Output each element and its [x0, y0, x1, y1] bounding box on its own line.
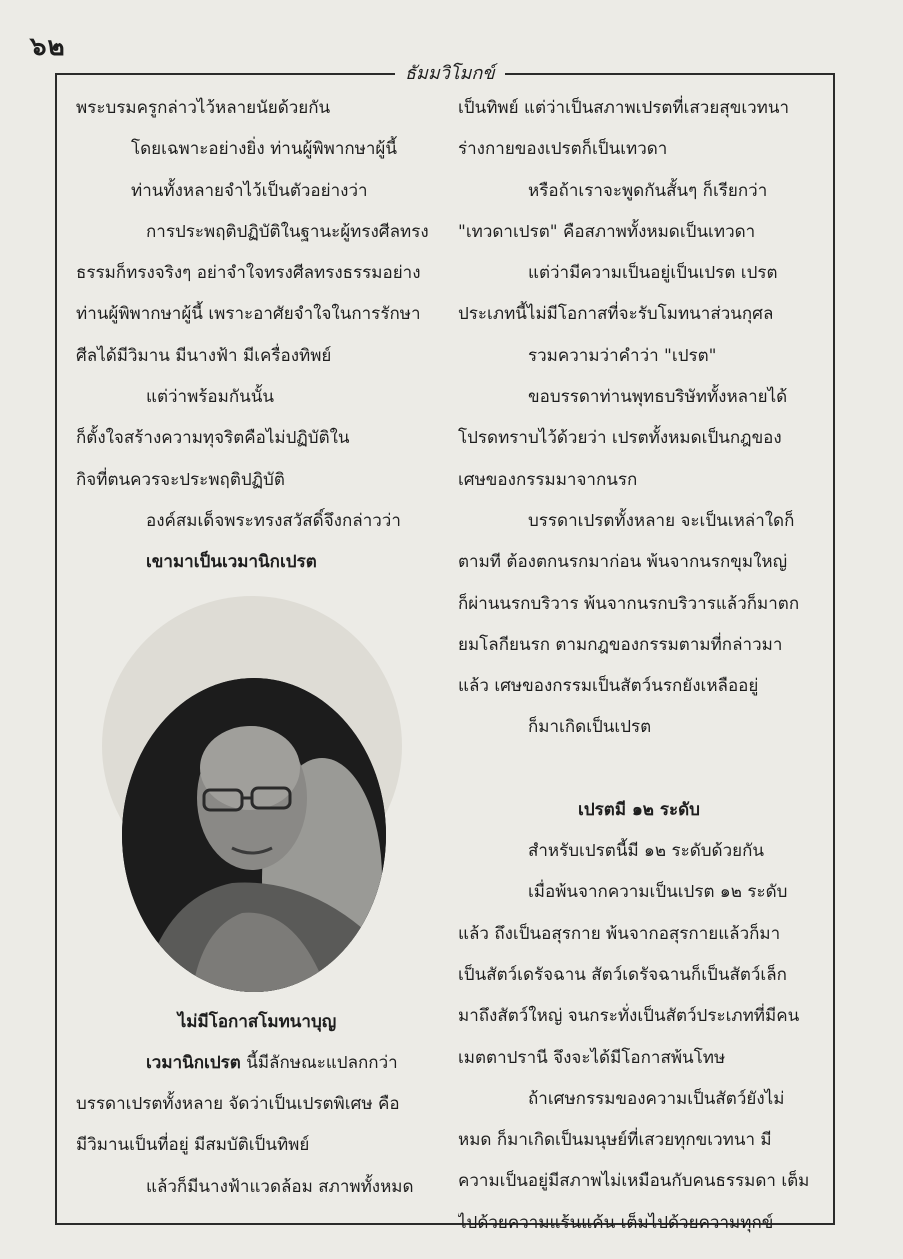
text-line: มีวิมานเป็นที่อยู่ มีสมบัติเป็นทิพย์ [76, 1135, 310, 1156]
text-line: มาถึงสัตว์ใหญ่ จนกระทั่งเป็นสัตว์ประเภทที่มีคน [458, 1006, 800, 1027]
text-line: ท่านทั้งหลายจำไว้เป็นตัวอย่างว่า [131, 180, 368, 201]
spacer [458, 749, 820, 790]
text-line: โดยเฉพาะอย่างยิ่ง ท่านผู้พิพากษาผู้นี้ [131, 139, 398, 160]
text-line: เป็นสัตว์เดรัจฉาน สัตว์เดรัจฉานก็เป็นสัตว์เล็ก [458, 964, 787, 985]
text-line: บรรดาเปรตทั้งหลาย จะเป็นเหล่าใดก็ [528, 510, 795, 531]
text-line: ประเภทนี้ไม่มีโอกาสที่จะรับโมทนาส่วนกุศล [458, 304, 774, 325]
text-line: ก็ตั้งใจสร้างความทุจริตคือไม่ปฏิบัติใน [76, 428, 350, 449]
text-line: ก็มาเกิดเป็นเปรต [528, 717, 652, 738]
text-line: แต่ว่าพร้อมกันนั้น [146, 387, 274, 408]
subheading: เปรตมี ๑๒ ระดับ [578, 799, 700, 820]
text-line: สำหรับเปรตนี้มี ๑๒ ระดับด้วยกัน [528, 841, 765, 862]
text-line: ก็ผ่านนรกบริวาร พ้นจากนรกบริวารแล้วก็มาตก [458, 593, 800, 614]
text-line: แล้ว ถึงเป็นอสุรกาย พ้นจากอสุรกายแล้วก็มา [458, 923, 781, 944]
text-line: รวมความว่าคำว่า "เปรต" [528, 345, 717, 366]
text-line: การประพฤติปฏิบัติในฐานะผู้ทรงศีลทรง [146, 221, 429, 242]
text-line: เศษของกรรมมาจากนรก [458, 469, 638, 490]
text-line: "เทวดาเปรต" คือสภาพทั้งหมดเป็นเทวดา [458, 221, 756, 242]
text-line: ยมโลกียนรก ตามกฎของกรรมตามที่กล่าวมา [458, 634, 783, 655]
text-line: ขอบรรดาท่านพุทธบริษัททั้งหลายได้ [528, 387, 788, 408]
text-line: ร่างกายของเปรตก็เป็นเทวดา [458, 139, 668, 160]
text-line: หรือถ้าเราจะพูดกันสั้นๆ ก็เรียกว่า [528, 180, 768, 201]
subheading: ไม่มีโอกาสโมทนาบุญ [177, 1011, 337, 1032]
text-line: ถ้าเศษกรรมของความเป็นสัตว์ยังไม่ [528, 1088, 785, 1109]
text-line: ตามที ต้องตกนรกมาก่อน พ้นจากนรกขุมใหญ่ [458, 552, 788, 573]
page-number: ๖๒ [30, 32, 66, 62]
bold-quote: เขามาเป็นเวมานิกเปรต [146, 552, 317, 573]
text-line: ศีลได้มีวิมาน มีนางฟ้า มีเครื่องทิพย์ [76, 345, 332, 366]
running-header: ธัมมวิโมกข์ [395, 58, 505, 87]
portrait-photo [122, 678, 386, 992]
text-line: บรรดาเปรตทั้งหลาย จัดว่าเป็นเปรตพิเศษ คือ [76, 1094, 400, 1115]
text-line: หมด ก็มาเกิดเป็นมนุษย์ที่เสวยทุกขเวทนา มี [458, 1130, 772, 1151]
text-fragment: นี้มีลักษณะแปลกกว่า [240, 1052, 398, 1073]
text-line: โปรดทราบไว้ด้วยว่า เปรตทั้งหมดเป็นกฎของ [458, 428, 782, 449]
text-line: ท่านผู้พิพากษาผู้นี้ เพราะอาศัยจำใจในการรักษา [76, 304, 421, 325]
right-column [458, 88, 820, 1244]
text-line: เมื่อพ้นจากความเป็นเปรต ๑๒ ระดับ [528, 882, 788, 903]
text-line: กิจที่ตนควรจะประพฤติปฏิบัติ [76, 469, 285, 490]
text-line: แต่ว่ามีความเป็นอยู่เป็นเปรต เปรต [528, 263, 778, 284]
text-line [76, 1043, 438, 1084]
text-line: พระบรมครูกล่าวไว้หลายนัยด้วยกัน [76, 98, 331, 118]
text-line: เมตตาปรานี จึงจะได้มีโอกาสพ้นโทษ [458, 1047, 726, 1068]
text-line: เป็นทิพย์ แต่ว่าเป็นสภาพเปรตที่เสวยสุขเวทนา [458, 98, 790, 118]
text-line: องค์สมเด็จพระทรงสวัสดิ์จึงกล่าวว่า [146, 510, 401, 531]
left-column [76, 88, 438, 1208]
bold-term: เวมานิกเปรต [146, 1052, 241, 1073]
text-line: ธรรมก็ทรงจริงๆ อย่าจำใจทรงศีลทรงธรรมอย่าง [76, 263, 421, 284]
text-line: แล้วก็มีนางฟ้าแวดล้อม สภาพทั้งหมด [146, 1176, 414, 1197]
text-line: แล้ว เศษของกรรมเป็นสัตว์นรกยังเหลืออยู่ [458, 676, 759, 697]
text-line: ไปด้วยความแร้นแค้น เต็มไปด้วยความทุกข์ [458, 1212, 774, 1233]
portrait-illustration [122, 678, 386, 992]
text-line: ความเป็นอยู่มีสภาพไม่เหมือนกับคนธรรมดา เต็ม [458, 1171, 810, 1192]
portrait-area [76, 584, 438, 1002]
